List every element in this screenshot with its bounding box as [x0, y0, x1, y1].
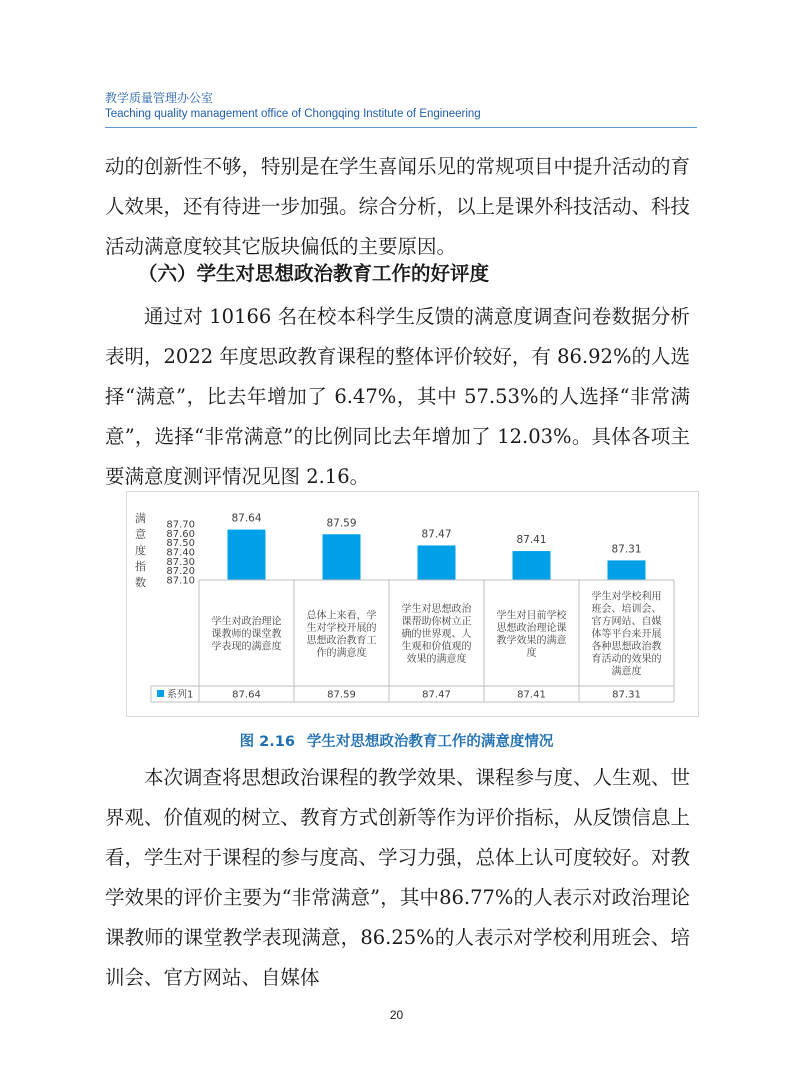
category-label-line: 学表现的满意度 [211, 641, 282, 653]
table-value: 87.64 [232, 689, 261, 701]
category-label-line: 学生对思想政治 [401, 604, 472, 615]
paragraph-3 [105, 758, 690, 998]
section-heading: （六）学生对思想政治教育工作的好评度 [138, 262, 490, 285]
category-label-line: 思想政治理论课 [496, 622, 567, 634]
bar-data-label: 87.47 [421, 528, 452, 541]
y-axis-label-char: 满 [135, 512, 146, 525]
bar-data-label: 87.31 [611, 543, 642, 556]
header-title-en: Teaching quality management office of Chongqing Institute of Engineering [105, 108, 481, 120]
figure-caption [0, 730, 793, 751]
bar [513, 551, 551, 580]
category-label-line: 思想政治教育工 [306, 635, 377, 647]
y-tick-label: 87.60 [166, 528, 195, 540]
category-label-line: 度 [526, 647, 537, 659]
header-divider [105, 127, 697, 128]
category-label-line: 官方网站、自媒 [591, 616, 662, 628]
bar-data-label: 87.41 [516, 534, 547, 547]
bar-data-label: 87.64 [231, 512, 262, 525]
category-label-line: 课教师的课堂教 [211, 629, 282, 640]
category-label-line: 学生对政治理论 [211, 616, 282, 628]
y-axis-label-char: 数 [135, 576, 146, 589]
paragraph-1: 动的创新性不够，特别是在学生喜闻乐见的常规项目中提升活动的育人效果，还有待进一步加强。综合分析，以上是课外科技活动、科技活动满意度较其它版块偏低的主要原因。 [105, 155, 691, 258]
legend-swatch [157, 690, 164, 697]
y-tick-label: 87.70 [166, 519, 195, 531]
category-label-line: 总体上来看，学 [306, 610, 377, 622]
figure-number: 图 2.16 [239, 734, 295, 750]
table-value: 87.31 [612, 689, 641, 701]
header-title-cn: 教学质量管理办公室 [105, 91, 214, 105]
bar-data-label: 87.59 [326, 517, 357, 530]
y-axis-label-char: 指 [135, 560, 146, 573]
bar [228, 530, 266, 580]
page-number: 20 [389, 1008, 404, 1022]
category-label-line: 作的满意度 [316, 647, 367, 659]
y-axis-label-char: 意 [135, 528, 146, 541]
paragraph-2 [105, 297, 690, 497]
category-label-line: 体等平台来开展 [591, 629, 662, 640]
page-header [105, 90, 697, 128]
chart-svg [127, 492, 698, 716]
category-label-line: 确的世界观、人 [401, 629, 472, 640]
table-value: 87.47 [422, 689, 451, 701]
table-value: 87.41 [517, 689, 546, 701]
category-label-line: 各种思想政治教 [591, 641, 662, 653]
y-tick-label: 87.30 [166, 556, 195, 568]
category-label-line: 生对学校开展的 [306, 622, 377, 634]
y-tick-label: 87.20 [166, 566, 195, 578]
category-label-line: 效果的满意度 [406, 654, 467, 665]
y-tick-label: 87.40 [166, 547, 195, 559]
legend-series-name: 系列1 [167, 689, 194, 701]
category-label-line: 教学效果的满意 [496, 635, 567, 647]
y-tick-label: 87.10 [166, 575, 195, 587]
category-label-line: 满意度 [611, 666, 642, 678]
figure-title: 学生对思想政治教育工作的满意度情况 [306, 734, 554, 750]
satisfaction-chart [126, 491, 699, 717]
bar [418, 545, 456, 580]
category-label-line: 育活动的效果的 [591, 654, 662, 665]
bar [323, 534, 361, 580]
paragraph-3-text: 本次调查将思想政治课程的教学效果、课程参与度、人生观、世界观、价值观的树立、教育方式创新等作为评价指标，从反馈信息上看，学生对于课程的参与度高、学习力强，总体上认可度较好。对教学效果的评价主要为“非常满意”，其中86.77%的人表示对政治理论课教师的课堂教学表现满意，86.25%的人表示对学校利用班会、培训会、官方网站、自媒体 [105, 766, 691, 989]
table-value: 87.59 [327, 689, 356, 701]
bar [608, 560, 646, 580]
category-label-line: 班会、培训会、 [591, 604, 662, 615]
y-axis-label-char: 度 [135, 544, 146, 557]
category-label-line: 学生对目前学校 [496, 610, 567, 622]
y-tick-label: 87.50 [166, 538, 195, 550]
category-label-line: 学生对学校利用 [591, 591, 662, 603]
category-label-line: 生观和价值观的 [401, 641, 472, 653]
paragraph-2-text: 通过对 10166 名在校本科学生反馈的满意度调查问卷数据分析表明，2022 年度思政教育课程的整体评价较好，有 86.92%的人选择“满意”，比去年增加了 6.47%，其中 57.53%的人选择“非常满意”，选择“非常满意”的比例同比去年增加了 12.03%。具体各项主要满意度测评情况见图 2.16。 [105, 305, 690, 488]
category-label-line: 课帮助你树立正 [401, 616, 472, 628]
